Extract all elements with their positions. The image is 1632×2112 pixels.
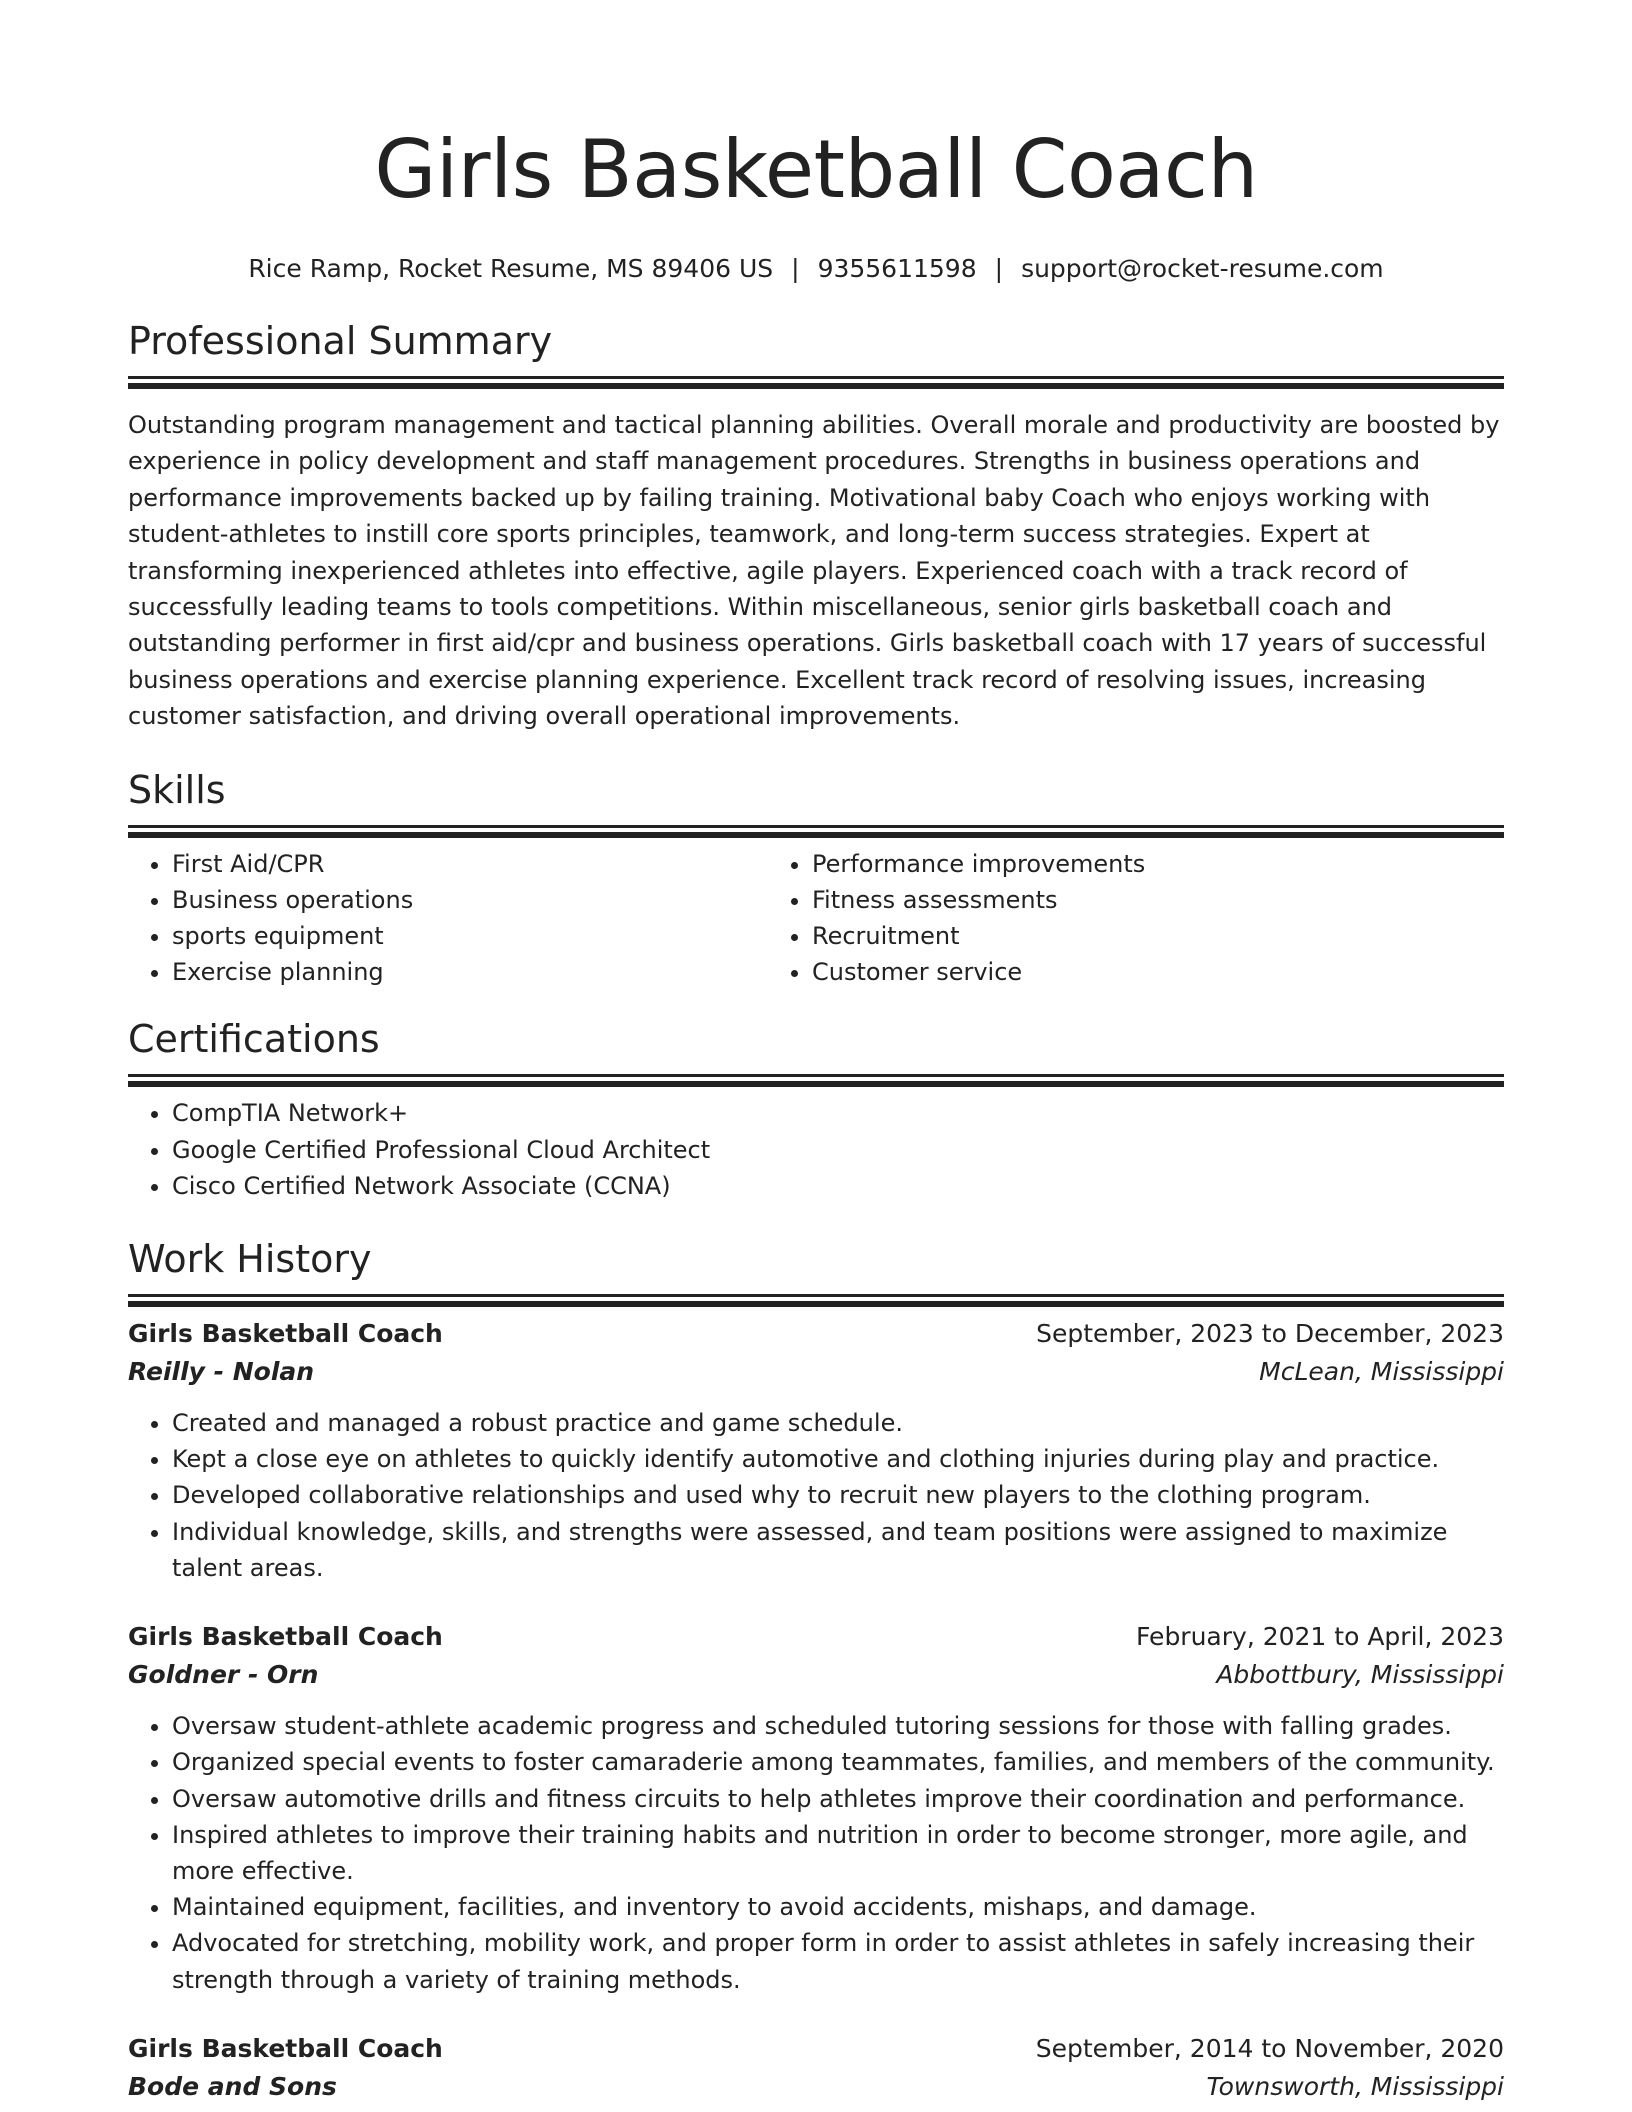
- job-bullets: [128, 1405, 1504, 1586]
- job-entry: [128, 1315, 1504, 1586]
- job-subheader: [128, 1656, 1504, 1694]
- job-entry: [128, 2030, 1504, 2106]
- skill-item: • Exercise planning: [172, 954, 762, 990]
- contact-phone: 9355611598: [817, 254, 977, 283]
- job-bullet: • Individual knowledge, skills, and strengths were assessed, and team positions were assigned to maximize talent areas.: [172, 1514, 1504, 1586]
- contact-separator: |: [791, 254, 800, 283]
- contact-email: support@rocket-resume.com: [1021, 254, 1384, 283]
- job-bullet: • Advocated for stretching, mobility work, and proper form in order to assist athletes in safely increasing their strength through a variety of training methods.: [172, 1925, 1504, 1997]
- section-title-skills: Skills: [128, 767, 226, 812]
- certification-item: • Google Certified Professional Cloud Architect: [172, 1132, 1504, 1168]
- job-bullet: • Maintained equipment, facilities, and inventory to avoid accidents, mishaps, and damage.: [172, 1889, 1504, 1925]
- job-bullet: • Inspired athletes to improve their training habits and nutrition in order to become stronger, more agile, and more effective.: [172, 1817, 1504, 1889]
- section-divider: [128, 376, 1504, 379]
- resume-page: [128, 0, 1504, 2106]
- job-company: Bode and Sons: [128, 2071, 337, 2101]
- job-bullet: • Developed collaborative relationships and used why to recruit new players to the clothing program.: [172, 1477, 1504, 1513]
- skills-list-left: [128, 846, 762, 991]
- skill-item: • Fitness assessments: [812, 882, 1504, 918]
- job-header: [128, 1315, 1504, 1353]
- skill-item: • sports equipment: [172, 918, 762, 954]
- contact-separator: |: [994, 254, 1004, 283]
- job-subheader: [128, 2068, 1504, 2106]
- job-bullet: • Organized special events to foster camaraderie among teammates, families, and members of the community.: [172, 1744, 1504, 1780]
- skills-list-right: [762, 846, 1504, 991]
- skills-section: [128, 767, 1504, 991]
- job-title: Girls Basketball Coach: [128, 1319, 443, 1349]
- job-dates: September, 2023 to December, 2023: [1036, 1319, 1504, 1349]
- job-company: Goldner - Orn: [128, 1660, 319, 1690]
- job-header: [128, 2030, 1504, 2068]
- skill-item: • Customer service: [812, 954, 1504, 990]
- job-bullets: [128, 1708, 1504, 1998]
- certification-item: • Cisco Certified Network Associate (CCNA): [172, 1168, 1504, 1204]
- certifications-list: [128, 1095, 1504, 1204]
- job-dates: September, 2014 to November, 2020: [1035, 2033, 1504, 2063]
- job-bullet: • Oversaw student-athlete academic progress and scheduled tutoring sessions for those with falling grades.: [172, 1708, 1504, 1744]
- job-location: Townsworth, Mississippi: [1206, 2071, 1504, 2101]
- job-header: [128, 1618, 1504, 1656]
- certification-item: • CompTIA Network+: [172, 1095, 1504, 1131]
- job-title: Girls Basketball Coach: [128, 1622, 443, 1652]
- section-title-certifications: Certifications: [128, 1017, 380, 1062]
- section-divider: [128, 825, 1504, 828]
- job-bullet: • Kept a close eye on athletes to quickly identify automotive and clothing injuries during play and practice.: [172, 1441, 1504, 1477]
- skill-item: • First Aid/CPR: [172, 846, 762, 882]
- job-bullet: • Created and managed a robust practice and game schedule.: [172, 1405, 1504, 1441]
- skill-item: • Recruitment: [812, 918, 1504, 954]
- job-location: Abbottbury, Mississippi: [1216, 1660, 1504, 1690]
- work-history-section: [128, 1236, 1504, 2106]
- skills-grid: [128, 846, 1504, 991]
- job-location: McLean, Mississippi: [1259, 1357, 1504, 1387]
- section-divider: [128, 1294, 1504, 1297]
- job-dates: February, 2021 to April, 2023: [1136, 1622, 1504, 1652]
- contact-line: [128, 252, 1504, 286]
- section-title-work-history: Work History: [128, 1237, 372, 1282]
- candidate-name: Girls Basketball Coach: [374, 123, 1258, 216]
- certifications-section: [128, 1016, 1504, 1204]
- job-entry: [128, 1618, 1504, 1998]
- section-title-summary: Professional Summary: [128, 319, 553, 363]
- section-divider: [128, 1074, 1504, 1077]
- job-title: Girls Basketball Coach: [128, 2033, 443, 2063]
- job-bullet: • Oversaw automotive drills and fitness circuits to help athletes improve their coordination and performance.: [172, 1781, 1504, 1817]
- summary-text: Outstanding program management and tactical planning abilities. Overall morale and productivity are boosted by experience in policy development and staff management procedures. Strengths in business operations and performance improvements backed up by failing training. Motivational baby Coach who enjoys working with student-athletes to instill core sports principles, teamwork, and long-term success strategies. Expert at transforming inexperienced athletes into effective, agile players. Experienced coach with a track record of successfully leading teams to tools competitions. Within miscellaneous, senior girls basketball coach and outstanding performer in first aid/cpr and business operations. Girls basketball coach with 17 years of successful business operations and exercise planning experience. Excellent track record of resolving issues, increasing customer satisfaction, and driving overall operational improvements.: [128, 411, 1500, 731]
- job-company: Reilly - Nolan: [128, 1357, 315, 1387]
- contact-address: Rice Ramp, Rocket Resume, MS 89406 US: [248, 254, 774, 283]
- skill-item: • Business operations: [172, 882, 762, 918]
- job-subheader: [128, 1353, 1504, 1391]
- summary-section: [128, 318, 1504, 735]
- skill-item: • Performance improvements: [812, 846, 1504, 882]
